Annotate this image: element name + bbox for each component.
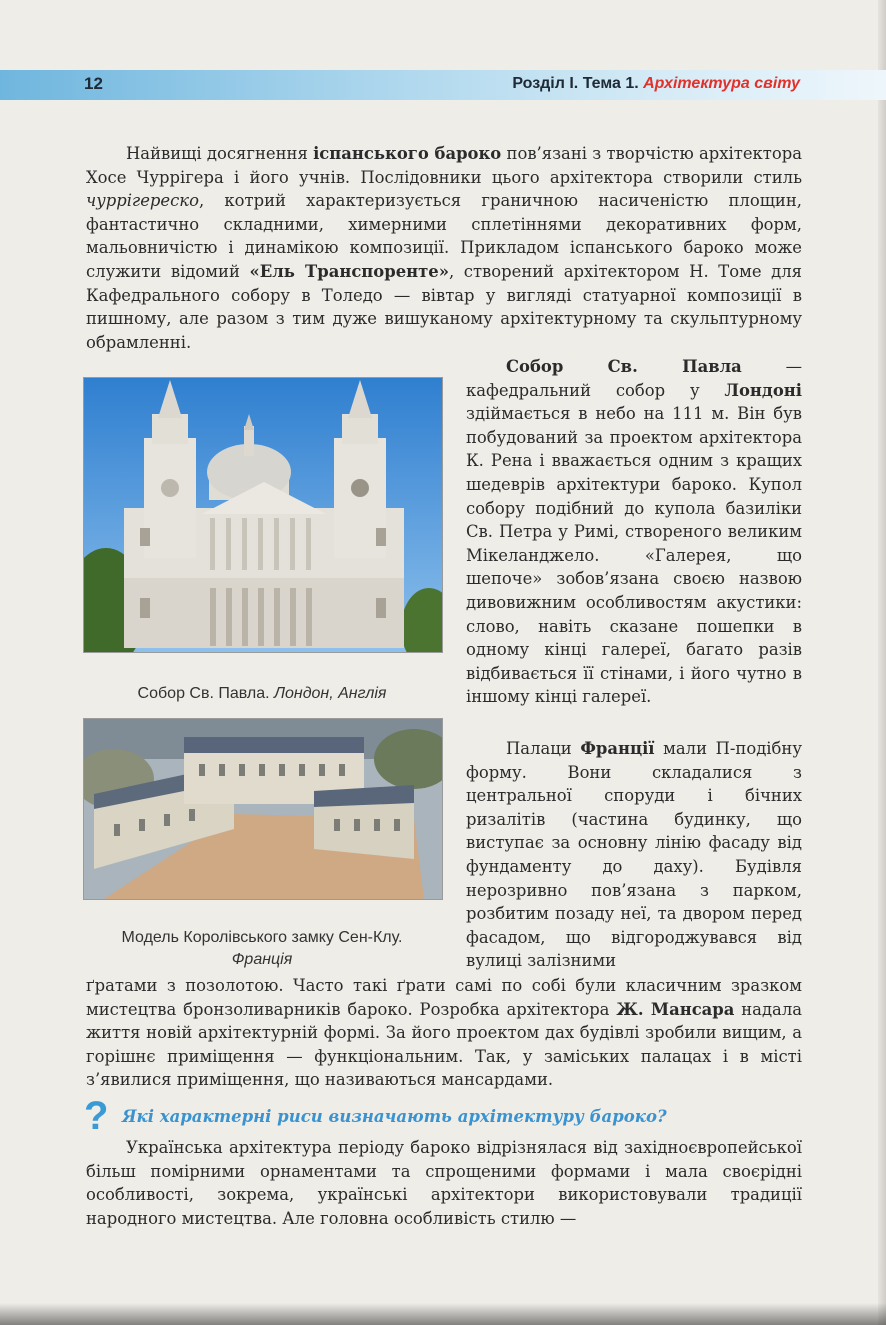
palace-model-illustration (84, 719, 442, 899)
running-head-topic: Архітектура світу (643, 75, 800, 92)
figure1-caption (83, 683, 441, 705)
paragraph-french-palaces (466, 737, 802, 973)
bold-term: Лондоні (724, 380, 802, 400)
bold-term: Франції (580, 739, 655, 758)
running-head (512, 75, 800, 93)
caption-location: Лондон, Англія (274, 685, 387, 702)
paragraph-french-palaces-continued (86, 974, 802, 1092)
text-span: здіймається в небо на 111 м. Він був побудований за проектом архітектора К. Рена і вважається одним з кращих шедеврів архітектури бароко. Купол собору подібний до купола базиліки Св. Петра у Римі, створеного великим Мікеланджело. «Галерея, що шепоче» зобов’язана своєю назвою дивовижним особливостям акустики: слово, навіть сказане пошепки в одному кінці галереї, багато разів відбивається її стінами, і його чутно в іншому кінці галереї. (466, 404, 802, 707)
caption-main: Модель Королівського замку Сен-Клу. (121, 929, 403, 946)
saint-cloud-model-photo (83, 718, 443, 900)
caption-location: Франція (231, 951, 293, 968)
italic-term: чуррігереско (86, 191, 199, 211)
bold-term: іспанського бароко (313, 144, 502, 163)
figure2-caption (83, 927, 441, 971)
bold-term: «Ель Транспоренте» (249, 261, 449, 281)
paragraph-ukrainian-baroque (86, 1136, 802, 1230)
text-span: мали П-подібну форму. Вони складалися з центральної споруди і бічних ризалітів (частина будинку, що виступає за основну лінію фасаду від фундаменту до даху). Будівля нерозривно пов’язана з парком, розбитим позаду неї, та двором перед фасадом, що відгороджувався від вулиці залізними (466, 739, 802, 971)
paragraph-st-pauls (466, 355, 802, 709)
bold-term: Ж. Мансара (616, 999, 735, 1019)
cathedral-illustration (84, 378, 442, 652)
st-pauls-cathedral-photo (83, 377, 443, 653)
text-span: пов’язані з творчістю архітектора Хосе Чуррігера і його учнів. Послідовники цього архітектора створили стиль (86, 144, 802, 187)
page-edge (878, 0, 886, 1325)
page-number: 12 (84, 74, 103, 93)
text-span: — кафедральний собор у (466, 357, 802, 400)
scan-bottom-shadow (0, 1303, 886, 1325)
text-span: надала життя новій архітектурній формі. За його проектом дах будівлі зробили вищим, а горішнє приміщення — функціональним. Так, у заміських палацах і в місті з’явилися приміщення, що називаються мансардами. (86, 999, 802, 1090)
text-span: ґратами з позолотою. Часто такі ґрати самі по собі були класичним зразком мистецтва бронзоливарників бароко. Розробка архітектора (86, 976, 802, 1019)
running-head-section: Розділ І. Тема 1. (512, 75, 644, 92)
bold-term: Собор Св. Павла (506, 357, 742, 376)
text-span: , котрий характеризується граничною насиченістю площин, фантастично складними, химерними сплетіннями декоративних форм, мальовничістю і динамікою композиції. Прикладом іспанського бароко може служити відомий (86, 191, 802, 281)
question-heading: Які характерні риси визначають архітектуру бароко? (122, 1107, 667, 1126)
text-span: Палаци (506, 739, 581, 758)
paragraph-spanish-baroque (86, 142, 802, 354)
text-span: Найвищі досягнення (126, 144, 314, 163)
text-span: , створений архітектором Н. Томе для Кафедрального собору в Толедо — вівтар у вигляді статуарної композиції в пишному, але разом з тим дуже вишуканому архітектурному та скульптурному обрамленні. (86, 261, 802, 352)
caption-main: Собор Св. Павла. (137, 685, 275, 702)
question-mark-icon: ? (84, 1094, 109, 1138)
text-span: Українська архітектура періоду бароко відрізнялася від західноєвропейської більш помірними орнаментами та спрощеними формами і мала своєрідні особливості, зокрема, українські архітектори використовували традиції народного мистецтва. Але головна особливість стилю — (86, 1138, 802, 1228)
